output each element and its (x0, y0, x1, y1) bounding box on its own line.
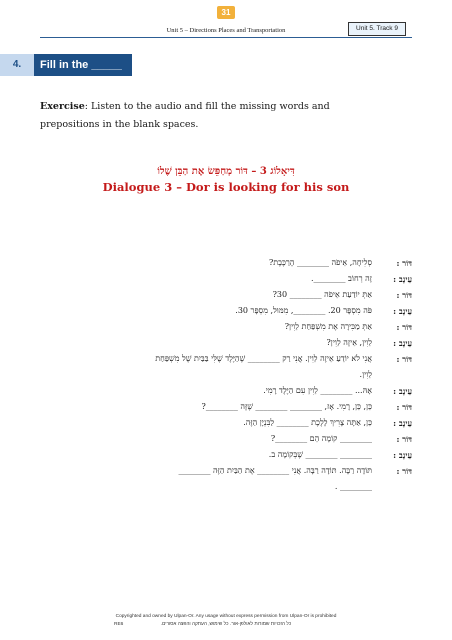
dialogue-speaker: דּוֹר : (396, 402, 412, 412)
unit-title: Unit 5 – Directions Places and Transportation (166, 27, 286, 34)
dialogue-speaker: עֵינָב : (393, 274, 412, 284)
dialogue-lines (40, 258, 412, 498)
dialogue-line (40, 338, 412, 354)
exercise-text: : Listen to the audio and fill the missing words and prepositions in the blank spaces. (40, 101, 330, 130)
copyright-english: Copyrighted and owned by Ulpan-Or. Any usage without express permission from Ulpan-Or is prohibited (115, 614, 337, 619)
dialogue-speaker: דּוֹר : (396, 322, 412, 332)
dialogue-line (40, 466, 412, 482)
footer-code: RE6 (114, 622, 124, 627)
dialogue-title-english: Dialogue 3 – Dor is looking for his son (102, 180, 350, 194)
section-title: Fill in the _____ (40, 59, 122, 71)
dialogue-speaker: דּוֹר : (396, 258, 412, 268)
dialogue-utterance: לֵוִין, אֵיזֶה לֵוִין? (326, 338, 372, 347)
dialogue-speaker: עֵינָב : (393, 418, 412, 428)
dialogue-utterance: ________ . (334, 482, 372, 491)
section-number: 4. (0, 54, 34, 76)
dialogue-line (40, 386, 412, 402)
dialogue-utterance: אַתְּ יוֹדַעַת אֵיפֹה ________ 30? (272, 290, 372, 299)
dialogue-utterance: פֹּה מִסְפָּר 20. ________, מִמּוּל, מִסְפָּר 30. (235, 306, 372, 315)
dialogue-speaker: עֵינָב : (393, 338, 412, 348)
dialogue-line (40, 450, 412, 466)
dialogue-line (40, 418, 412, 434)
dialogue-utterance: ________ קוֹמָה הֵם ________? (270, 434, 372, 443)
dialogue-line (40, 354, 412, 370)
dialogue-utterance: כֵּן, אַתָּה צָרִיךְ לָלֶכֶת ________ לַבִּנְיָן הַזֶּה. (243, 418, 372, 427)
page-number-badge: 31 (217, 6, 235, 19)
dialogue-line (40, 258, 412, 274)
dialogue-line (40, 402, 412, 418)
dialogue-speaker: עֵינָב : (393, 386, 412, 396)
header-divider (40, 37, 412, 38)
dialogue-utterance: אֲנִי לֹא יוֹדֵעַ אֵיזֶה לֵוִין. אֲנִי רַק ________ שֶׁהַיֶּלֶד שֶׁלִּי בַּבַּיִת שֶׁל מִשְׁפַּחַת (155, 354, 372, 363)
dialogue-speaker: דּוֹר : (396, 290, 412, 300)
dialogue-line (40, 370, 412, 386)
dialogue-line (40, 274, 412, 290)
dialogue-speaker: דּוֹר : (396, 354, 412, 364)
dialogue-title-hebrew: דִּיאָלוֹג 3 – דּוֹר מְחַפֵּשׂ אֶת הַבֵּן שֶׁלוֹ (157, 166, 295, 177)
dialogue-utterance: סְלִיחָה, אֵיפֹה ________ הָרַכֶּבֶת? (268, 258, 372, 267)
exercise-label: Exercise (40, 101, 85, 112)
exercise-instructions (40, 98, 370, 134)
dialogue-line (40, 322, 412, 338)
copyright-hebrew: כל הזכויות שמורות לאולפן-אור. כל שימוש, העתקה והפצה אסורים. (160, 622, 292, 627)
dialogue-line (40, 434, 412, 450)
dialogue-speaker: דּוֹר : (396, 434, 412, 444)
dialogue-line (40, 290, 412, 306)
dialogue-speaker: דּוֹר : (396, 466, 412, 476)
dialogue-speaker: עֵינָב : (393, 306, 412, 316)
dialogue-speaker: עֵינָב : (393, 450, 412, 460)
dialogue-utterance: תּוֹדָה רַבָּה. תּוֹדָה רַבָּה. אֲנִי ________ אֶת הַבַּיִת הַזֶּה ________ (178, 466, 372, 475)
dialogue-utterance: אָהּ... ________ לֵוִין עִם הַיֶּלֶד רָמִי. (263, 386, 372, 395)
dialogue-utterance: לֵוִין. (359, 370, 372, 379)
dialogue-line (40, 306, 412, 322)
audio-track-label[interactable]: Unit 5. Track 9 (348, 22, 406, 36)
dialogue-utterance: ________ ________ שֶׁבְּקוֹמָה ב. (268, 450, 372, 459)
dialogue-utterance: אַתְּ מַכִּירָה אֶת מִשְׁפַּחַת לֵוִין? (284, 322, 372, 331)
dialogue-utterance: כֵּן, כֵּן, רָמִי. אָז, ________ ________ שֶׁזֶּה ________? (201, 402, 372, 411)
dialogue-utterance: זֶה רְחוֹב ________. (310, 274, 372, 283)
dialogue-line (40, 482, 412, 498)
